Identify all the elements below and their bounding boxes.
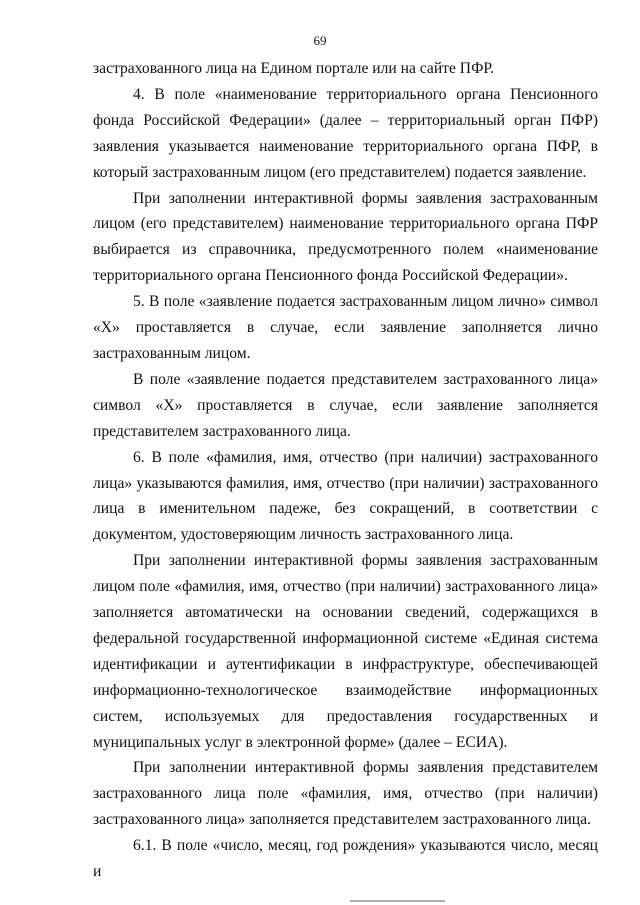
paragraph-item-6-representative: При заполнении интерактивной формы заявления представителем застрахованного лица поле «фамилия, имя, отчество (при наличии) застрахованного лица» заполняется представителем застрахованного лица. — [93, 759, 598, 829]
paragraph-item-5: 5. В поле «заявление подается застрахованным лицом лично» символ «Х» проставляется в случае, если заявление заполняется лично застрахованным лицом. — [93, 293, 598, 362]
paragraph-item-6: 6. В поле «фамилия, имя, отчество (при наличии) застрахованного лица» указываются фамилия, имя, отчество (при наличии) застрахованного лица в именительном падеже, без сокращений, в соответствии с документом, удостоверяющим личность застрахованного лица. — [93, 448, 598, 544]
paragraph-item-6-1: 6.1. В поле «число, месяц, год рождения» указываются число, месяц и — [93, 837, 598, 881]
paragraph-item-4: 4. В поле «наименование территориального органа Пенсионного фонда Российской Федерации» (далее – территориальный орган ПФР) заявления указывается наименование территориального органа ПФР, в который застрахованным лицом (его представителем) подается заявление. — [93, 85, 598, 181]
page-number: 69 — [313, 33, 327, 48]
paragraph-item-5-representative: В поле «заявление подается представителем застрахованного лица» символ «Х» проставляется в случае, если заявление заполняется представителем застрахованного лица. — [93, 370, 598, 440]
paragraph-continuation: застрахованного лица на Едином портале или на сайте ПФР. — [93, 60, 495, 77]
scan-edge-mark — [350, 900, 445, 902]
paragraph-item-6-esia: При заполнении интерактивной формы заявления застрахованным лицом поле «фамилия, имя, отчество (при наличии) застрахованного лица» заполняется автоматически на основании сведений, содержащихся в федеральной государственной информационной системе «Единая система идентификации и аутентификации в инфраструктуре, обеспечивающей информационно-технологическое взаимодействие информационных систем, используемых для предоставления государственных и муниципальных услуг в электронной форме» (далее – ЕСИА). — [93, 552, 598, 751]
paragraph-item-4-interactive-form: При заполнении интерактивной формы заявления застрахованным лицом (его представителем) наименование территориального органа ПФР выбирается из справочника, предусмотренного полем «наименование территориального органа Пенсионного фонда Российской Федерации». — [93, 189, 598, 285]
document-body — [93, 56, 598, 885]
